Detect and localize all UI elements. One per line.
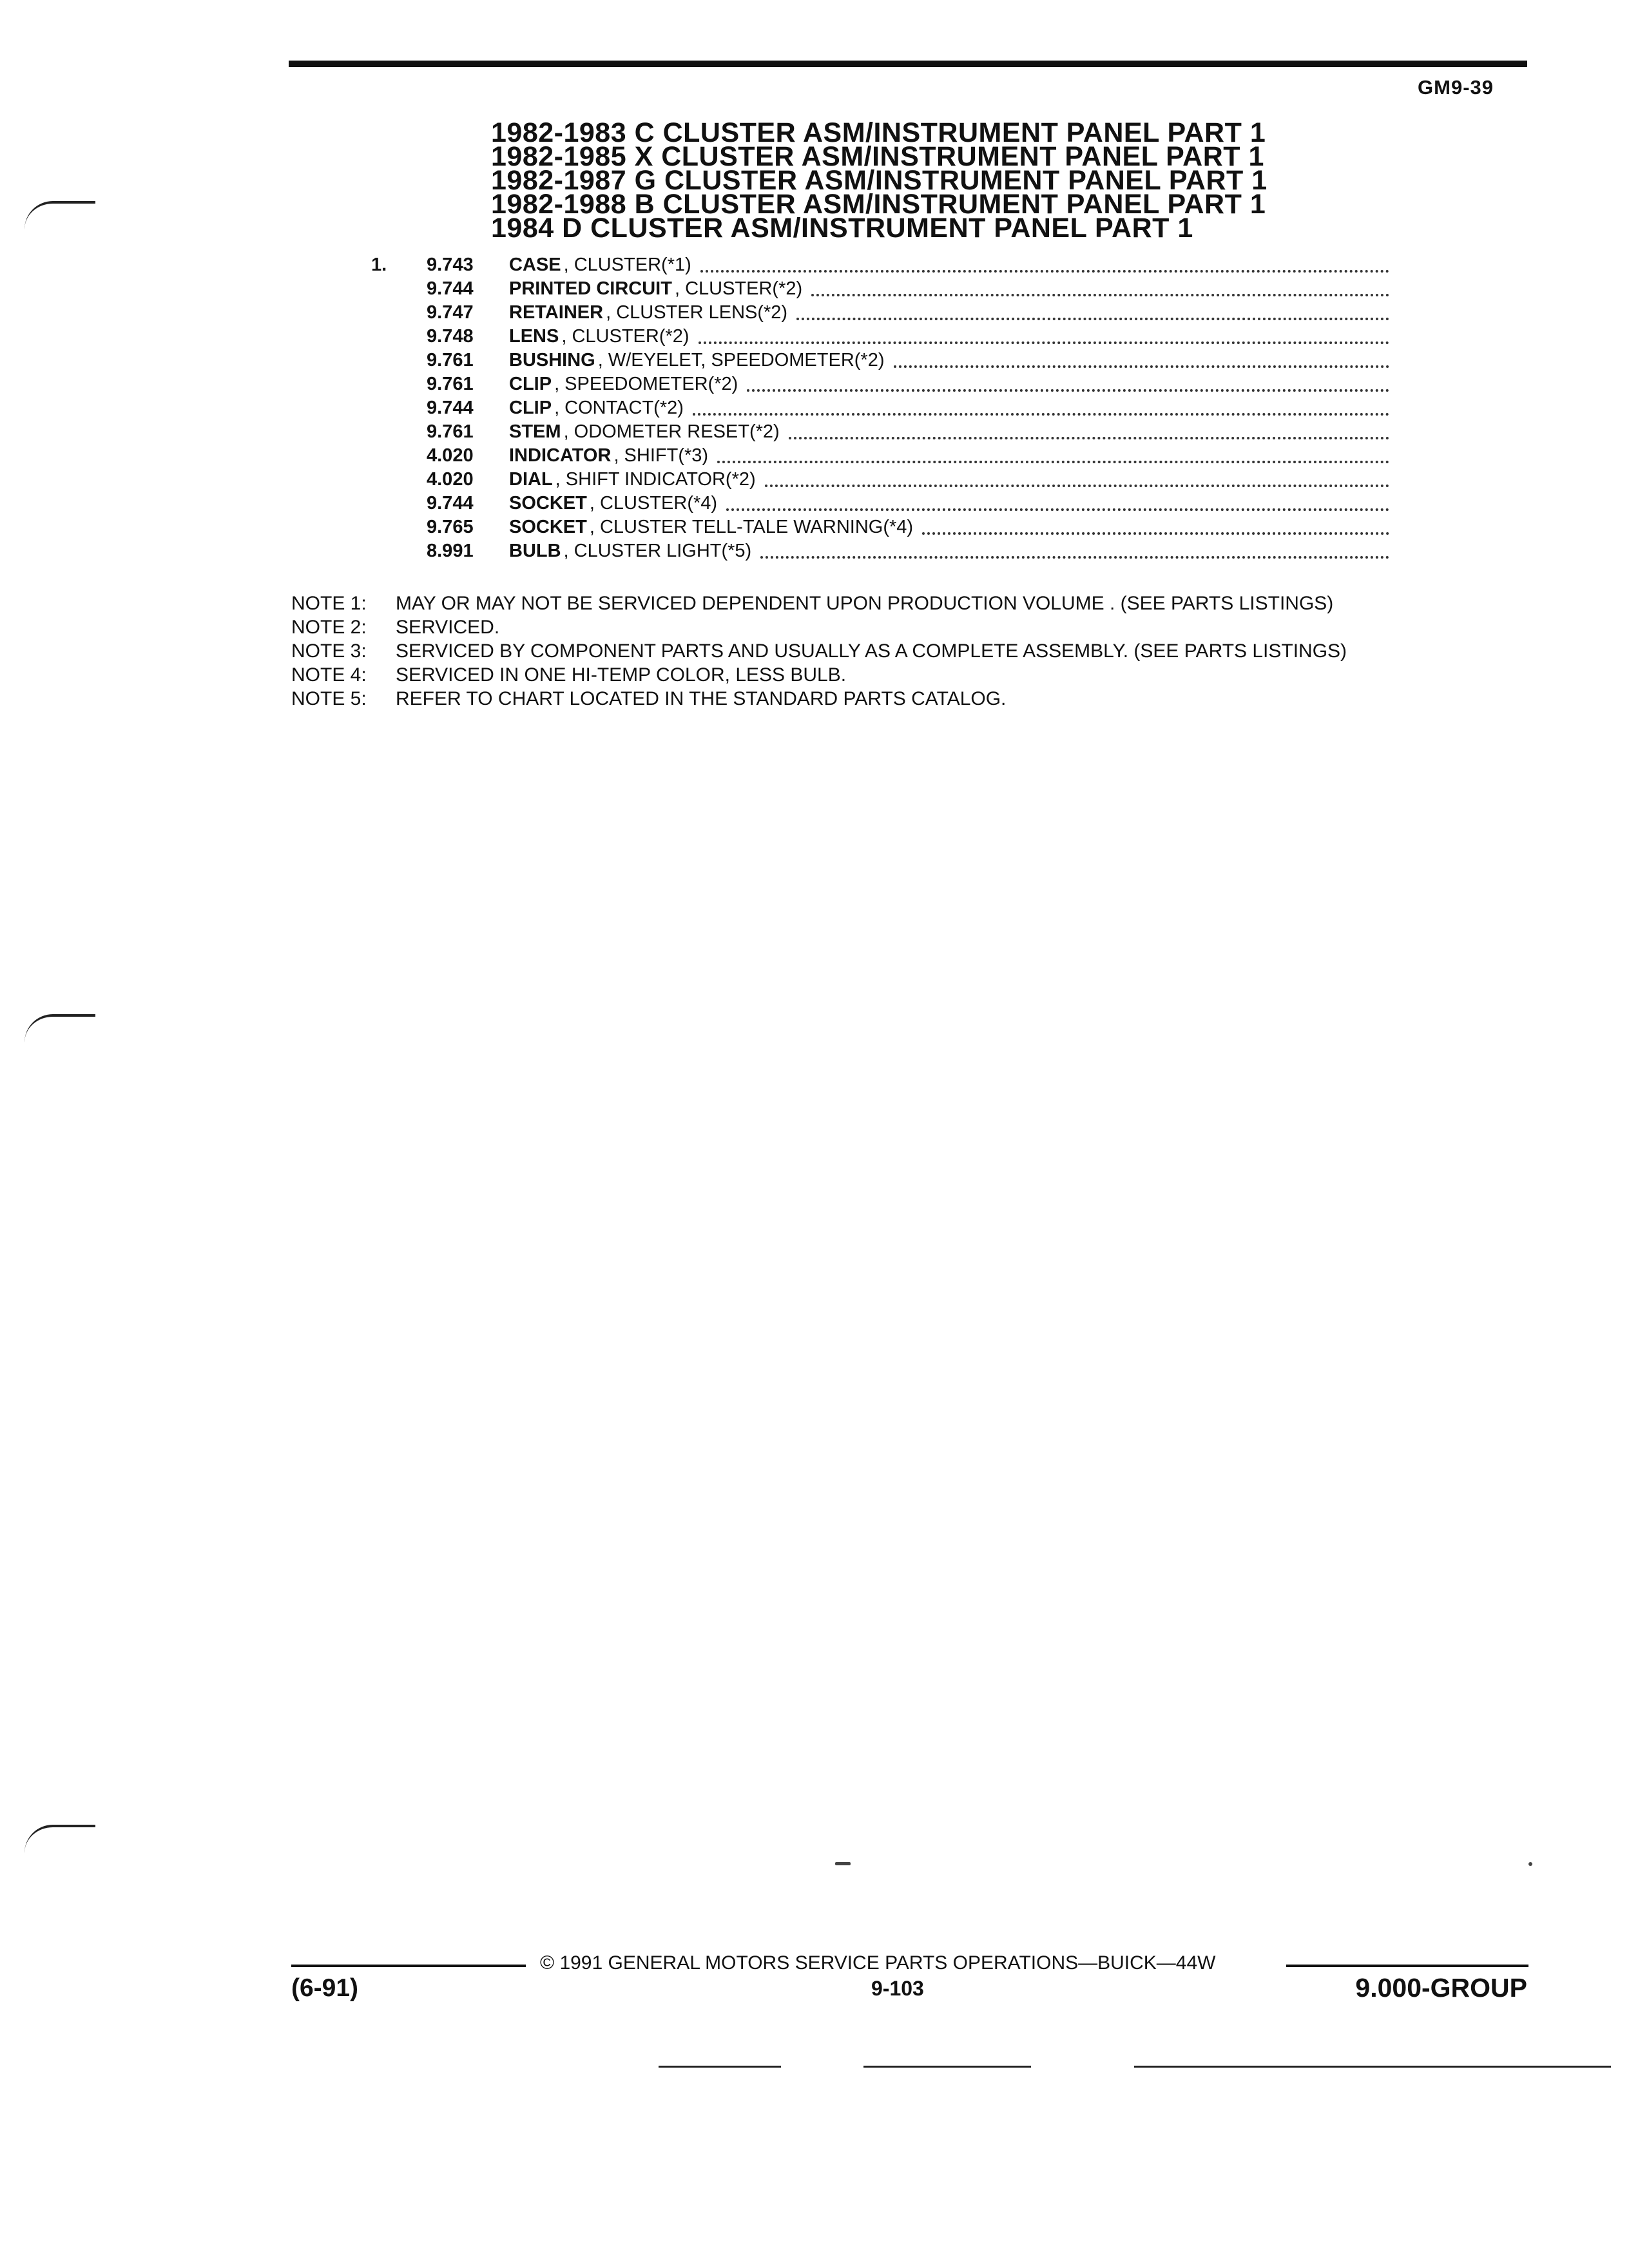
part-name: CLIP	[509, 374, 552, 394]
dot-leader	[693, 413, 1389, 416]
footer-rule	[291, 1965, 526, 1967]
part-name: LENS	[509, 326, 559, 347]
note-label: NOTE 2:	[291, 617, 367, 638]
part-name: SOCKET	[509, 493, 587, 514]
part-name: SOCKET	[509, 517, 587, 537]
part-row	[371, 255, 1389, 278]
part-code: 9.761	[427, 421, 474, 442]
bottom-rule	[1134, 2066, 1611, 2068]
part-row	[371, 326, 1389, 350]
part-name: RETAINER	[509, 302, 604, 323]
part-code: 4.020	[427, 469, 474, 490]
dot-leader	[765, 485, 1389, 487]
part-code: 9.744	[427, 493, 474, 514]
page-number: 9-103	[871, 1977, 924, 2000]
part-code: 9.747	[427, 302, 474, 323]
note-text: MAY OR MAY NOT BE SERVICED DEPENDENT UPON PRODUCTION VOLUME . (SEE PARTS LISTINGS)	[396, 593, 1334, 614]
part-code: 9.761	[427, 374, 474, 394]
part-description: , CLUSTER(*1)	[563, 255, 691, 275]
dot-leader	[811, 294, 1389, 296]
part-description: , CLUSTER LENS(*2)	[606, 302, 788, 323]
part-code: 9.765	[427, 517, 474, 537]
part-description: , CLUSTER(*2)	[674, 278, 803, 299]
part-description: , CLUSTER LIGHT(*5)	[563, 541, 752, 561]
dot-leader	[699, 341, 1389, 344]
part-index: 1.	[371, 255, 387, 275]
title-line: 1984 D CLUSTER ASM/INSTRUMENT PANEL PART 1	[491, 213, 1193, 244]
part-name: INDICATOR	[509, 445, 612, 466]
part-description: , SHIFT INDICATOR(*2)	[555, 469, 756, 490]
dot-leader	[789, 437, 1389, 439]
note-label: NOTE 5:	[291, 688, 367, 709]
revision-date: (6-91)	[291, 1974, 359, 2002]
note-row	[291, 615, 1528, 639]
part-name: CASE	[509, 255, 561, 275]
note-row	[291, 639, 1528, 663]
note-text: SERVICED BY COMPONENT PARTS AND USUALLY AS A COMPLETE ASSEMBLY. (SEE PARTS LISTINGS)	[396, 640, 1347, 662]
part-name: BUSHING	[509, 350, 595, 370]
dot-leader	[726, 508, 1389, 511]
scan-speck	[835, 1862, 851, 1865]
scan-artifact	[24, 1825, 95, 1853]
copyright-notice: © 1991 GENERAL MOTORS SERVICE PARTS OPERATIONS—BUICK—44W	[540, 1952, 1216, 1974]
scan-artifact	[24, 201, 95, 229]
part-description: , CLUSTER TELL-TALE WARNING(*4)	[589, 517, 914, 537]
dot-leader	[717, 461, 1389, 463]
part-row	[371, 541, 1389, 564]
title-line: 1982-1985 X CLUSTER ASM/INSTRUMENT PANEL PART 1	[491, 141, 1264, 172]
part-row	[371, 398, 1389, 421]
bottom-rule	[659, 2066, 781, 2068]
part-name: DIAL	[509, 469, 553, 490]
part-row	[371, 374, 1389, 398]
page-code: GM9-39	[1418, 76, 1494, 99]
part-code: 9.761	[427, 350, 474, 370]
title-line: 1982-1983 C CLUSTER ASM/INSTRUMENT PANEL PART 1	[491, 117, 1266, 148]
part-row	[371, 517, 1389, 541]
part-row	[371, 278, 1389, 302]
scan-speck	[1528, 1862, 1532, 1866]
part-description: , CONTACT(*2)	[554, 398, 684, 418]
part-row	[371, 350, 1389, 374]
title-block	[491, 117, 1268, 244]
part-row	[371, 493, 1389, 517]
note-row	[291, 687, 1528, 711]
part-row	[371, 302, 1389, 326]
part-code: 9.744	[427, 398, 474, 418]
dot-leader	[922, 532, 1389, 535]
part-code: 8.991	[427, 541, 474, 561]
title-line: 1982-1988 B CLUSTER ASM/INSTRUMENT PANEL PART 1	[491, 189, 1266, 220]
dot-leader	[760, 556, 1389, 559]
dot-leader	[700, 270, 1389, 273]
part-row	[371, 421, 1389, 445]
part-description: , CLUSTER(*4)	[589, 493, 718, 514]
note-text: SERVICED IN ONE HI-TEMP COLOR, LESS BULB.	[396, 664, 847, 686]
dot-leader	[894, 365, 1390, 368]
part-code: 9.743	[427, 255, 474, 275]
group-label: 9.000-GROUP	[1355, 1973, 1527, 2003]
part-row	[371, 445, 1389, 469]
part-name: BULB	[509, 541, 561, 561]
top-rule	[289, 61, 1527, 67]
notes-block	[291, 591, 1528, 711]
note-label: NOTE 1:	[291, 593, 367, 614]
parts-list	[371, 255, 1389, 564]
part-name: STEM	[509, 421, 561, 442]
part-row	[371, 469, 1389, 493]
dot-leader	[747, 389, 1389, 392]
bottom-rule	[863, 2066, 1031, 2068]
note-text: SERVICED.	[396, 617, 500, 638]
part-description: , CLUSTER(*2)	[561, 326, 689, 347]
part-description: , SHIFT(*3)	[613, 445, 709, 466]
footer-rule	[1286, 1965, 1528, 1967]
part-description: , SPEEDOMETER(*2)	[554, 374, 738, 394]
note-text: REFER TO CHART LOCATED IN THE STANDARD PARTS CATALOG.	[396, 688, 1007, 709]
part-code: 9.748	[427, 326, 474, 347]
note-row	[291, 591, 1528, 615]
part-description: , ODOMETER RESET(*2)	[563, 421, 780, 442]
part-name: CLIP	[509, 398, 552, 418]
note-row	[291, 663, 1528, 687]
part-description: , W/EYELET, SPEEDOMETER(*2)	[597, 350, 885, 370]
part-name: PRINTED CIRCUIT	[509, 278, 672, 299]
title-line: 1982-1987 G CLUSTER ASM/INSTRUMENT PANEL PART 1	[491, 165, 1268, 196]
part-code: 9.744	[427, 278, 474, 299]
note-label: NOTE 4:	[291, 664, 367, 686]
dot-leader	[796, 318, 1389, 320]
note-label: NOTE 3:	[291, 640, 367, 662]
part-code: 4.020	[427, 445, 474, 466]
scan-artifact	[24, 1014, 95, 1043]
